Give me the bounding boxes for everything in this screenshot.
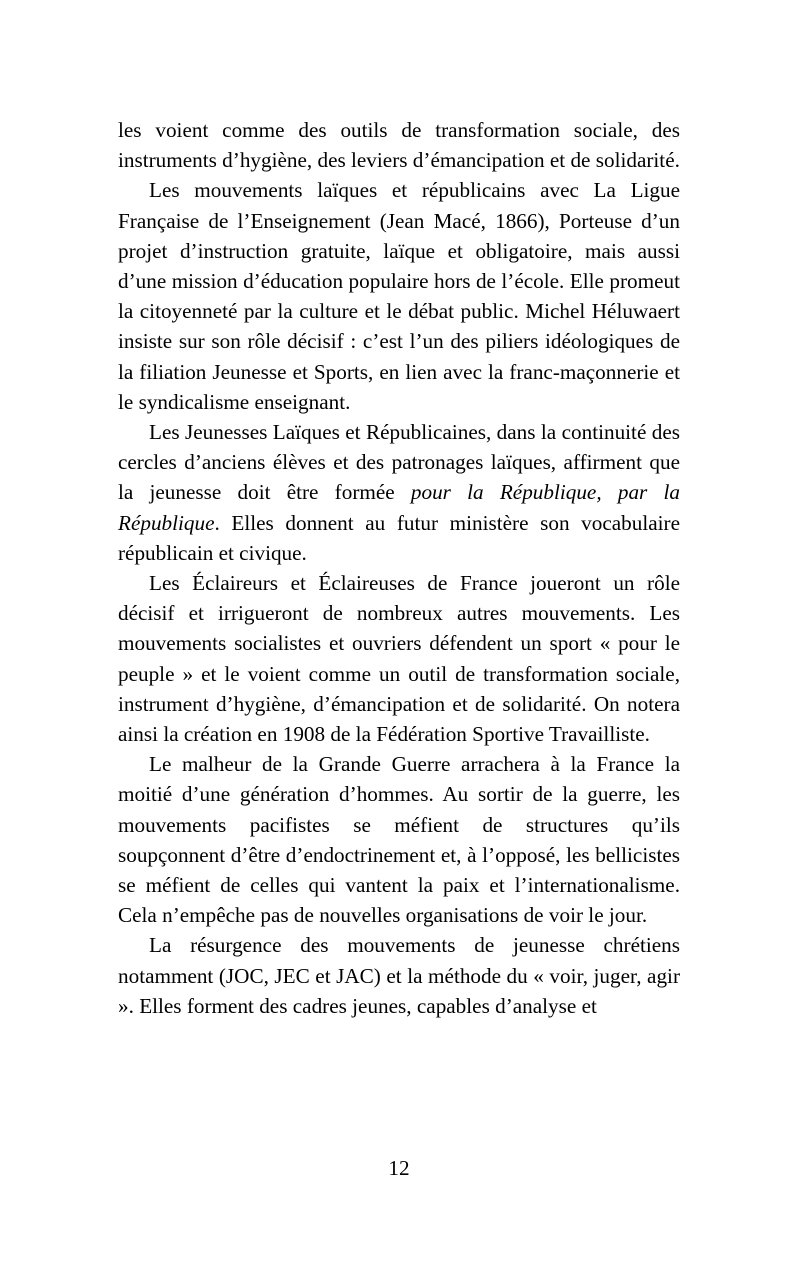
paragraph — [118, 175, 680, 417]
paragraph — [118, 115, 680, 175]
text-segment: Le malheur de la Grande Guerre arrachera à la France la moitié d’une génération d’hommes. Au sortir de la guerre, les mouvements pacifistes se méfient de structures qu’ils soupçonnent d’être d’endoctrinement et, à l’opposé, les bellicistes se méfient de celles qui vantent la paix et l’internationalisme. Cela n’empêche pas de nouvelles organisations de voir le jour. — [118, 752, 680, 928]
paragraph — [118, 930, 680, 1021]
paragraph — [118, 568, 680, 749]
text-segment: La résurgence des mouvements de jeunesse chrétiens notamment (JOC, JEC et JAC) et la méthode du « voir, juger, agir ». Elles forment des cadres jeunes, capables d’analyse et — [118, 933, 680, 1018]
page-number: 12 — [388, 1156, 410, 1180]
paragraph — [118, 417, 680, 568]
page-body — [118, 115, 680, 1021]
paragraph — [118, 749, 680, 930]
text-segment: Les Jeunesses Laïques et Républicaines, dans la continuité des cercles d’anciens élèves et des patronages laïques, affirment que la jeunesse doit être formée — [118, 420, 680, 505]
text-segment: les voient comme des outils de transformation sociale, des instruments d’hygiène, des leviers d’émancipation et de solidarité. — [118, 118, 680, 173]
text-segment: . Elles donnent au futur ministère son vocabulaire républicain et civique. — [118, 510, 680, 565]
italic-text: pour la République, par la République — [118, 480, 680, 535]
text-segment: Les Éclaireurs et Éclaireuses de France joueront un rôle décisif et irrigueront de nombreux autres mouvements. Les mouvements socialistes et ouvriers défendent un sport « pour le peuple » et le voient comme un outil de transformation sociale, instrument d’hygiène, d’émancipation et de solidarité. On notera ainsi la création en 1908 de la Fédération Sportive Travailliste. — [118, 571, 680, 747]
text-segment: Les mouvements laïques et républicains avec La Ligue Française de l’Enseignement (Jean Macé, 1866), Porteuse d’un projet d’instruction gratuite, laïque et obligatoire, mais aussi d’une mission d’éducation populaire hors de l’école. Elle promeut la citoyenneté par la culture et le débat public. Michel Héluwaert insiste sur son rôle décisif : c’est l’un des piliers idéologiques de la filiation Jeunesse et Sports, en lien avec la franc-maçonnerie et le syndicalisme enseignant. — [118, 178, 680, 414]
